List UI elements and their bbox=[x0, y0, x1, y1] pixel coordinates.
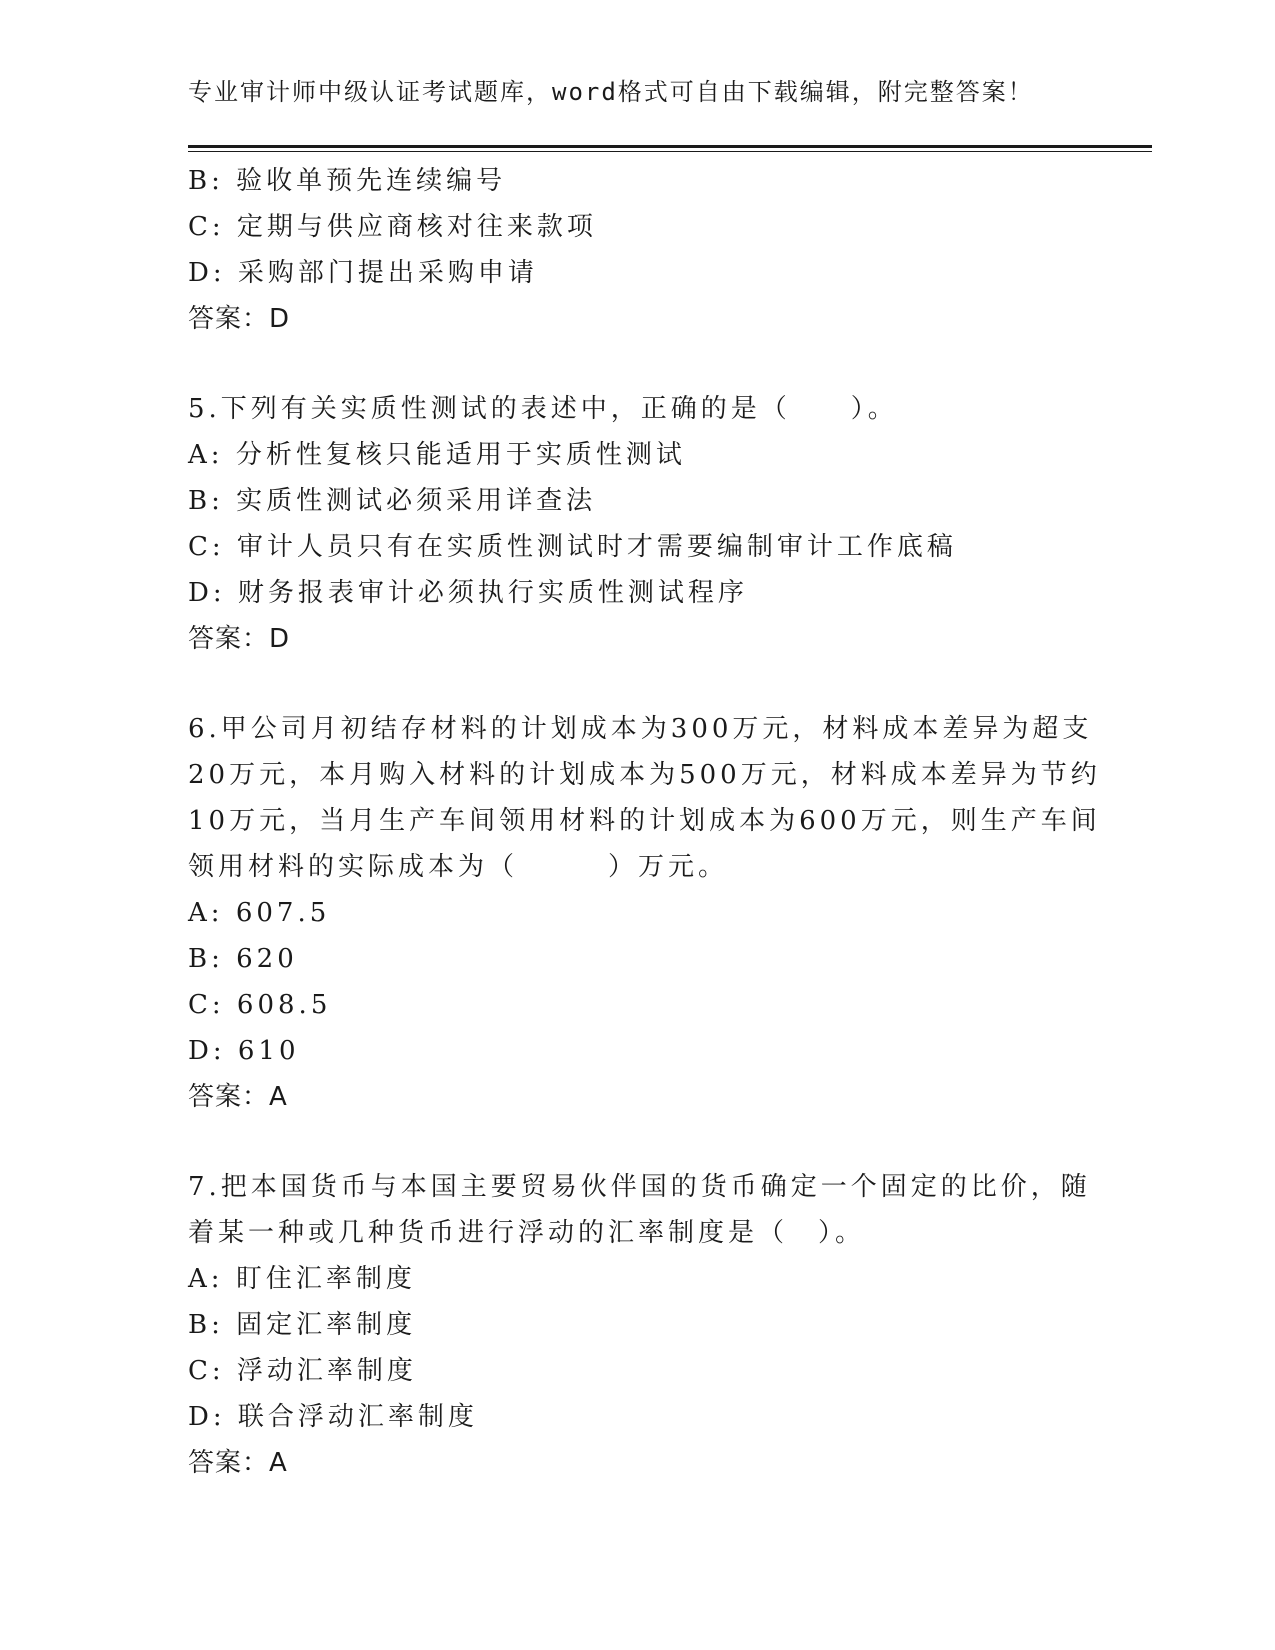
question-4 bbox=[188, 158, 1088, 342]
option-b bbox=[188, 1302, 1088, 1348]
question-stem-line: 领用材料的实际成本为（ ）万元。 bbox=[188, 852, 729, 882]
question-7 bbox=[188, 1164, 1091, 1486]
option-key: D: bbox=[188, 258, 226, 288]
option-text: 608.5 bbox=[236, 990, 332, 1020]
question-stem-line: 7.把本国货币与本国主要贸易伙伴国的货币确定一个固定的比价，随 bbox=[188, 1172, 1091, 1202]
answer: 答案：A bbox=[188, 1082, 288, 1112]
option-d bbox=[188, 570, 1088, 616]
option-key: D: bbox=[188, 578, 226, 608]
option-key: D: bbox=[188, 1402, 226, 1432]
option-key: B: bbox=[188, 1310, 224, 1340]
option-key: A: bbox=[188, 898, 224, 928]
page-header: 专业审计师中级认证考试题库，word格式可自由下载编辑，附完整答案！ bbox=[188, 78, 1034, 106]
option-key: C: bbox=[188, 212, 225, 242]
option-b bbox=[188, 158, 1088, 204]
option-text: 607.5 bbox=[235, 898, 331, 928]
option-c bbox=[188, 524, 1088, 570]
option-key: B: bbox=[188, 486, 224, 516]
header-rule-thin bbox=[188, 151, 1152, 152]
question-stem-line: 6.甲公司月初结存材料的计划成本为300万元，材料成本差异为超支 bbox=[188, 714, 1093, 744]
option-text: 采购部门提出采购申请 bbox=[237, 258, 538, 288]
option-text: 财务报表审计必须执行实质性测试程序 bbox=[237, 578, 748, 608]
option-a bbox=[188, 432, 1088, 478]
option-text: 定期与供应商核对往来款项 bbox=[236, 212, 597, 242]
option-d bbox=[188, 250, 1088, 296]
question-stem-line: 10万元，当月生产车间领用材料的计划成本为600万元，则生产车间 bbox=[188, 806, 1101, 836]
option-text: 620 bbox=[236, 944, 298, 974]
option-text: 固定汇率制度 bbox=[236, 1310, 417, 1340]
option-key: B: bbox=[188, 944, 224, 974]
answer: 答案：A bbox=[188, 1448, 288, 1478]
option-key: C: bbox=[188, 1356, 225, 1386]
option-key: D: bbox=[188, 1036, 226, 1066]
header-rule-thick bbox=[188, 145, 1152, 148]
question-5 bbox=[188, 386, 1088, 662]
option-b bbox=[188, 936, 1088, 982]
answer: 答案：D bbox=[188, 304, 291, 334]
question-list bbox=[188, 158, 1101, 1486]
option-c bbox=[188, 1348, 1088, 1394]
option-text: 610 bbox=[237, 1036, 300, 1066]
answer: 答案：D bbox=[188, 624, 291, 654]
option-text: 验收单预先连续编号 bbox=[236, 166, 507, 196]
option-c bbox=[188, 982, 1088, 1028]
option-text: 浮动汇率制度 bbox=[236, 1356, 417, 1386]
option-key: C: bbox=[188, 990, 225, 1020]
option-key: A: bbox=[188, 440, 224, 470]
option-text: 盯住汇率制度 bbox=[235, 1264, 416, 1294]
option-key: B: bbox=[188, 166, 224, 196]
question-stem-line: 着某一种或几种货币进行浮动的汇率制度是（ ）。 bbox=[188, 1218, 866, 1248]
question-stem-line: 20万元，本月购入材料的计划成本为500万元，材料成本差异为节约 bbox=[188, 760, 1101, 790]
option-d bbox=[188, 1028, 1088, 1074]
option-a bbox=[188, 890, 1088, 936]
option-text: 实质性测试必须采用详查法 bbox=[236, 486, 597, 516]
question-stem: 5.下列有关实质性测试的表述中，正确的是（ ）。 bbox=[188, 394, 898, 424]
option-a bbox=[188, 1256, 1088, 1302]
option-c bbox=[188, 204, 1088, 250]
option-text: 审计人员只有在实质性测试时才需要编制审计工作底稿 bbox=[236, 532, 957, 562]
question-6 bbox=[188, 706, 1101, 1120]
option-text: 联合浮动汇率制度 bbox=[237, 1402, 478, 1432]
option-d bbox=[188, 1394, 1088, 1440]
option-key: A: bbox=[188, 1264, 224, 1294]
option-text: 分析性复核只能适用于实质性测试 bbox=[235, 440, 686, 470]
option-b bbox=[188, 478, 1088, 524]
option-key: C: bbox=[188, 532, 225, 562]
